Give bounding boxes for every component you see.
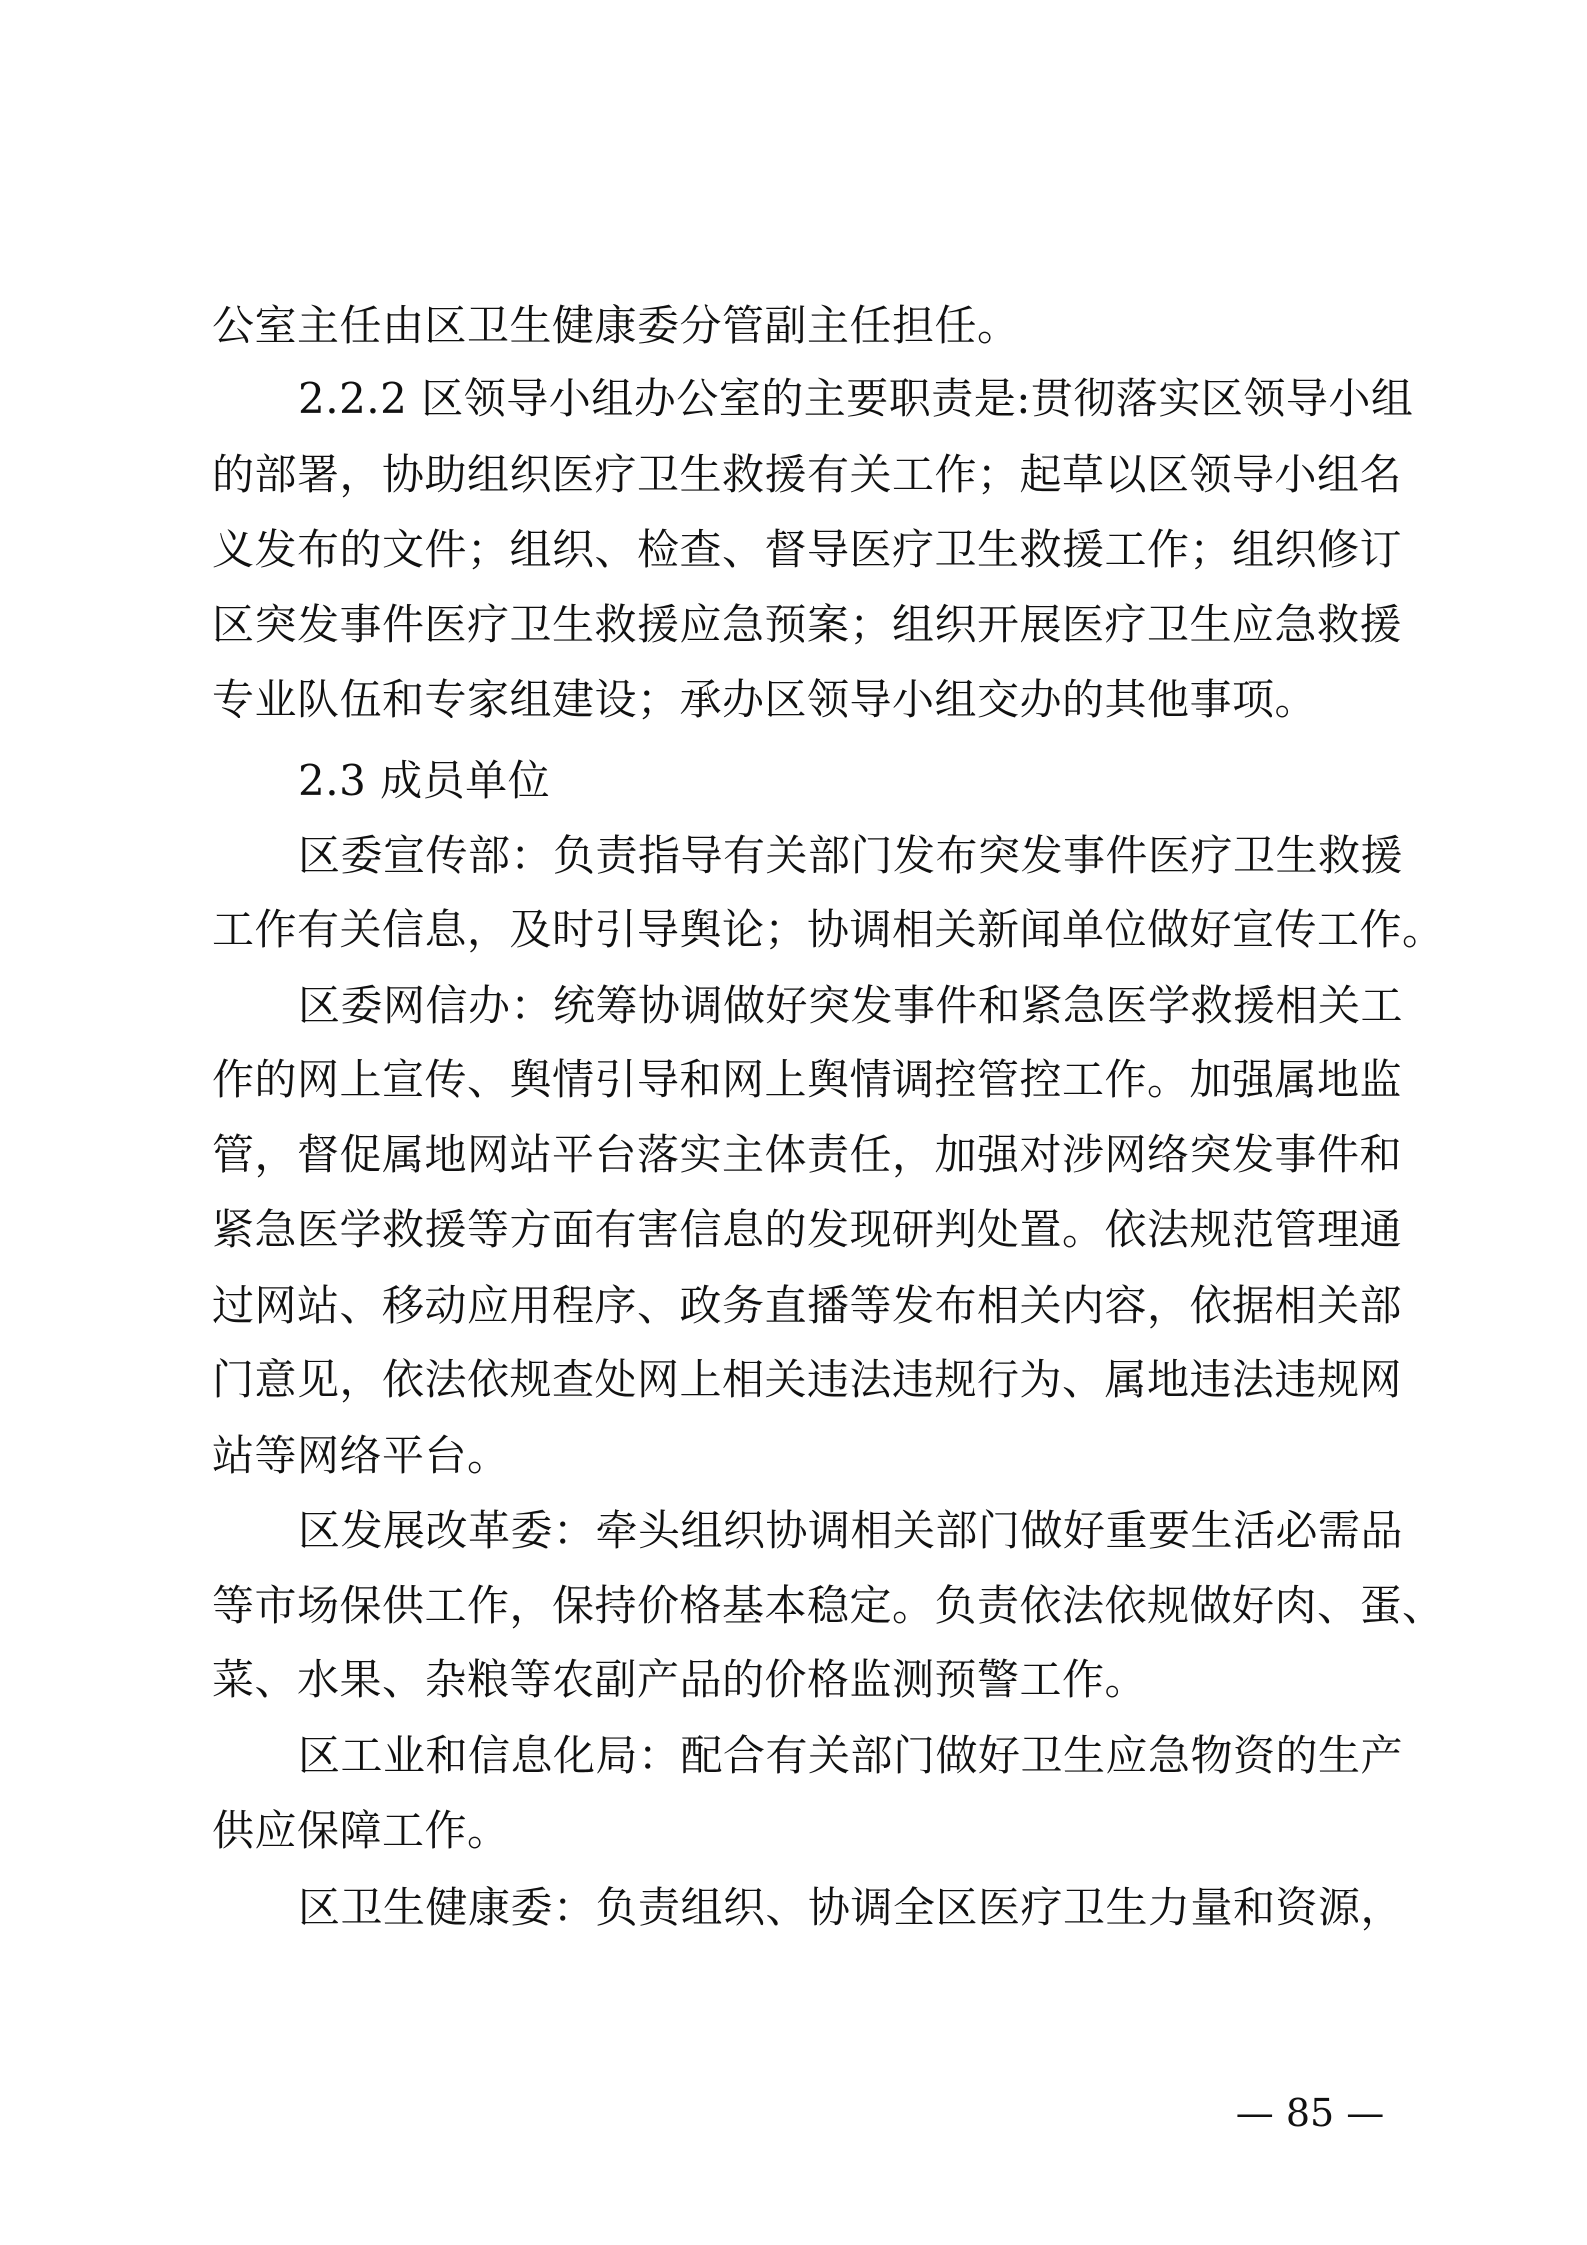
text-line-3: 的部署，协助组织医疗卫生救援有关工作；起草以区领导小组名	[212, 450, 1403, 499]
text-line-6: 专业队伍和专家组建设；承办区领导小组交办的其他事项。	[212, 675, 1318, 724]
text-line-14: 过网站、移动应用程序、政务直播等发布相关内容，依据相关部	[212, 1281, 1403, 1330]
text-line-13: 紧急医学救援等方面有害信息的发现研判处置。依法规范管理通	[212, 1205, 1403, 1254]
text-line-9: 工作有关信息，及时引导舆论；协调相关新闻单位做好宣传工作。	[212, 905, 1445, 954]
text-line-4: 义发布的文件；组织、检查、督导医疗卫生救援工作；组织修订	[212, 525, 1403, 574]
text-line-17: 区发展改革委：牵头组织协调相关部门做好重要生活必需品	[298, 1506, 1404, 1555]
text-line-21: 供应保障工作。	[212, 1806, 510, 1855]
page-number: — 85 —	[1235, 2091, 1385, 2135]
text-line-10: 区委网信办：统筹协调做好突发事件和紧急医学救援相关工	[298, 981, 1404, 1030]
text-line-11: 作的网上宣传、舆情引导和网上舆情调控管控工作。加强属地监	[212, 1055, 1403, 1104]
text-line-12: 管，督促属地网站平台落实主体责任，加强对涉网络突发事件和	[212, 1130, 1403, 1179]
text-line-20: 区工业和信息化局：配合有关部门做好卫生应急物资的生产	[298, 1731, 1404, 1780]
text-line-2: 2.2.2 区领导小组办公室的主要职责是:贯彻落实区领导小组	[298, 374, 1414, 423]
text-line-5: 区突发事件医疗卫生救援应急预案；组织开展医疗卫生应急救援	[212, 600, 1403, 649]
text-line-15: 门意见，依法依规查处网上相关违法违规行为、属地违法违规网	[212, 1355, 1403, 1404]
section-heading: 2.3 成员单位	[298, 756, 551, 805]
text-line-1: 公室主任由区卫生健康委分管副主任担任。	[212, 301, 1020, 350]
text-line-8: 区委宣传部：负责指导有关部门发布突发事件医疗卫生救援	[298, 831, 1404, 880]
text-line-18: 等市场保供工作，保持价格基本稳定。负责依法依规做好肉、蛋、	[212, 1581, 1445, 1630]
text-line-19: 菜、水果、杂粮等农副产品的价格监测预警工作。	[212, 1655, 1148, 1704]
text-line-22: 区卫生健康委：负责组织、协调全区医疗卫生力量和资源，	[298, 1883, 1404, 1932]
text-line-16: 站等网络平台。	[212, 1431, 510, 1480]
